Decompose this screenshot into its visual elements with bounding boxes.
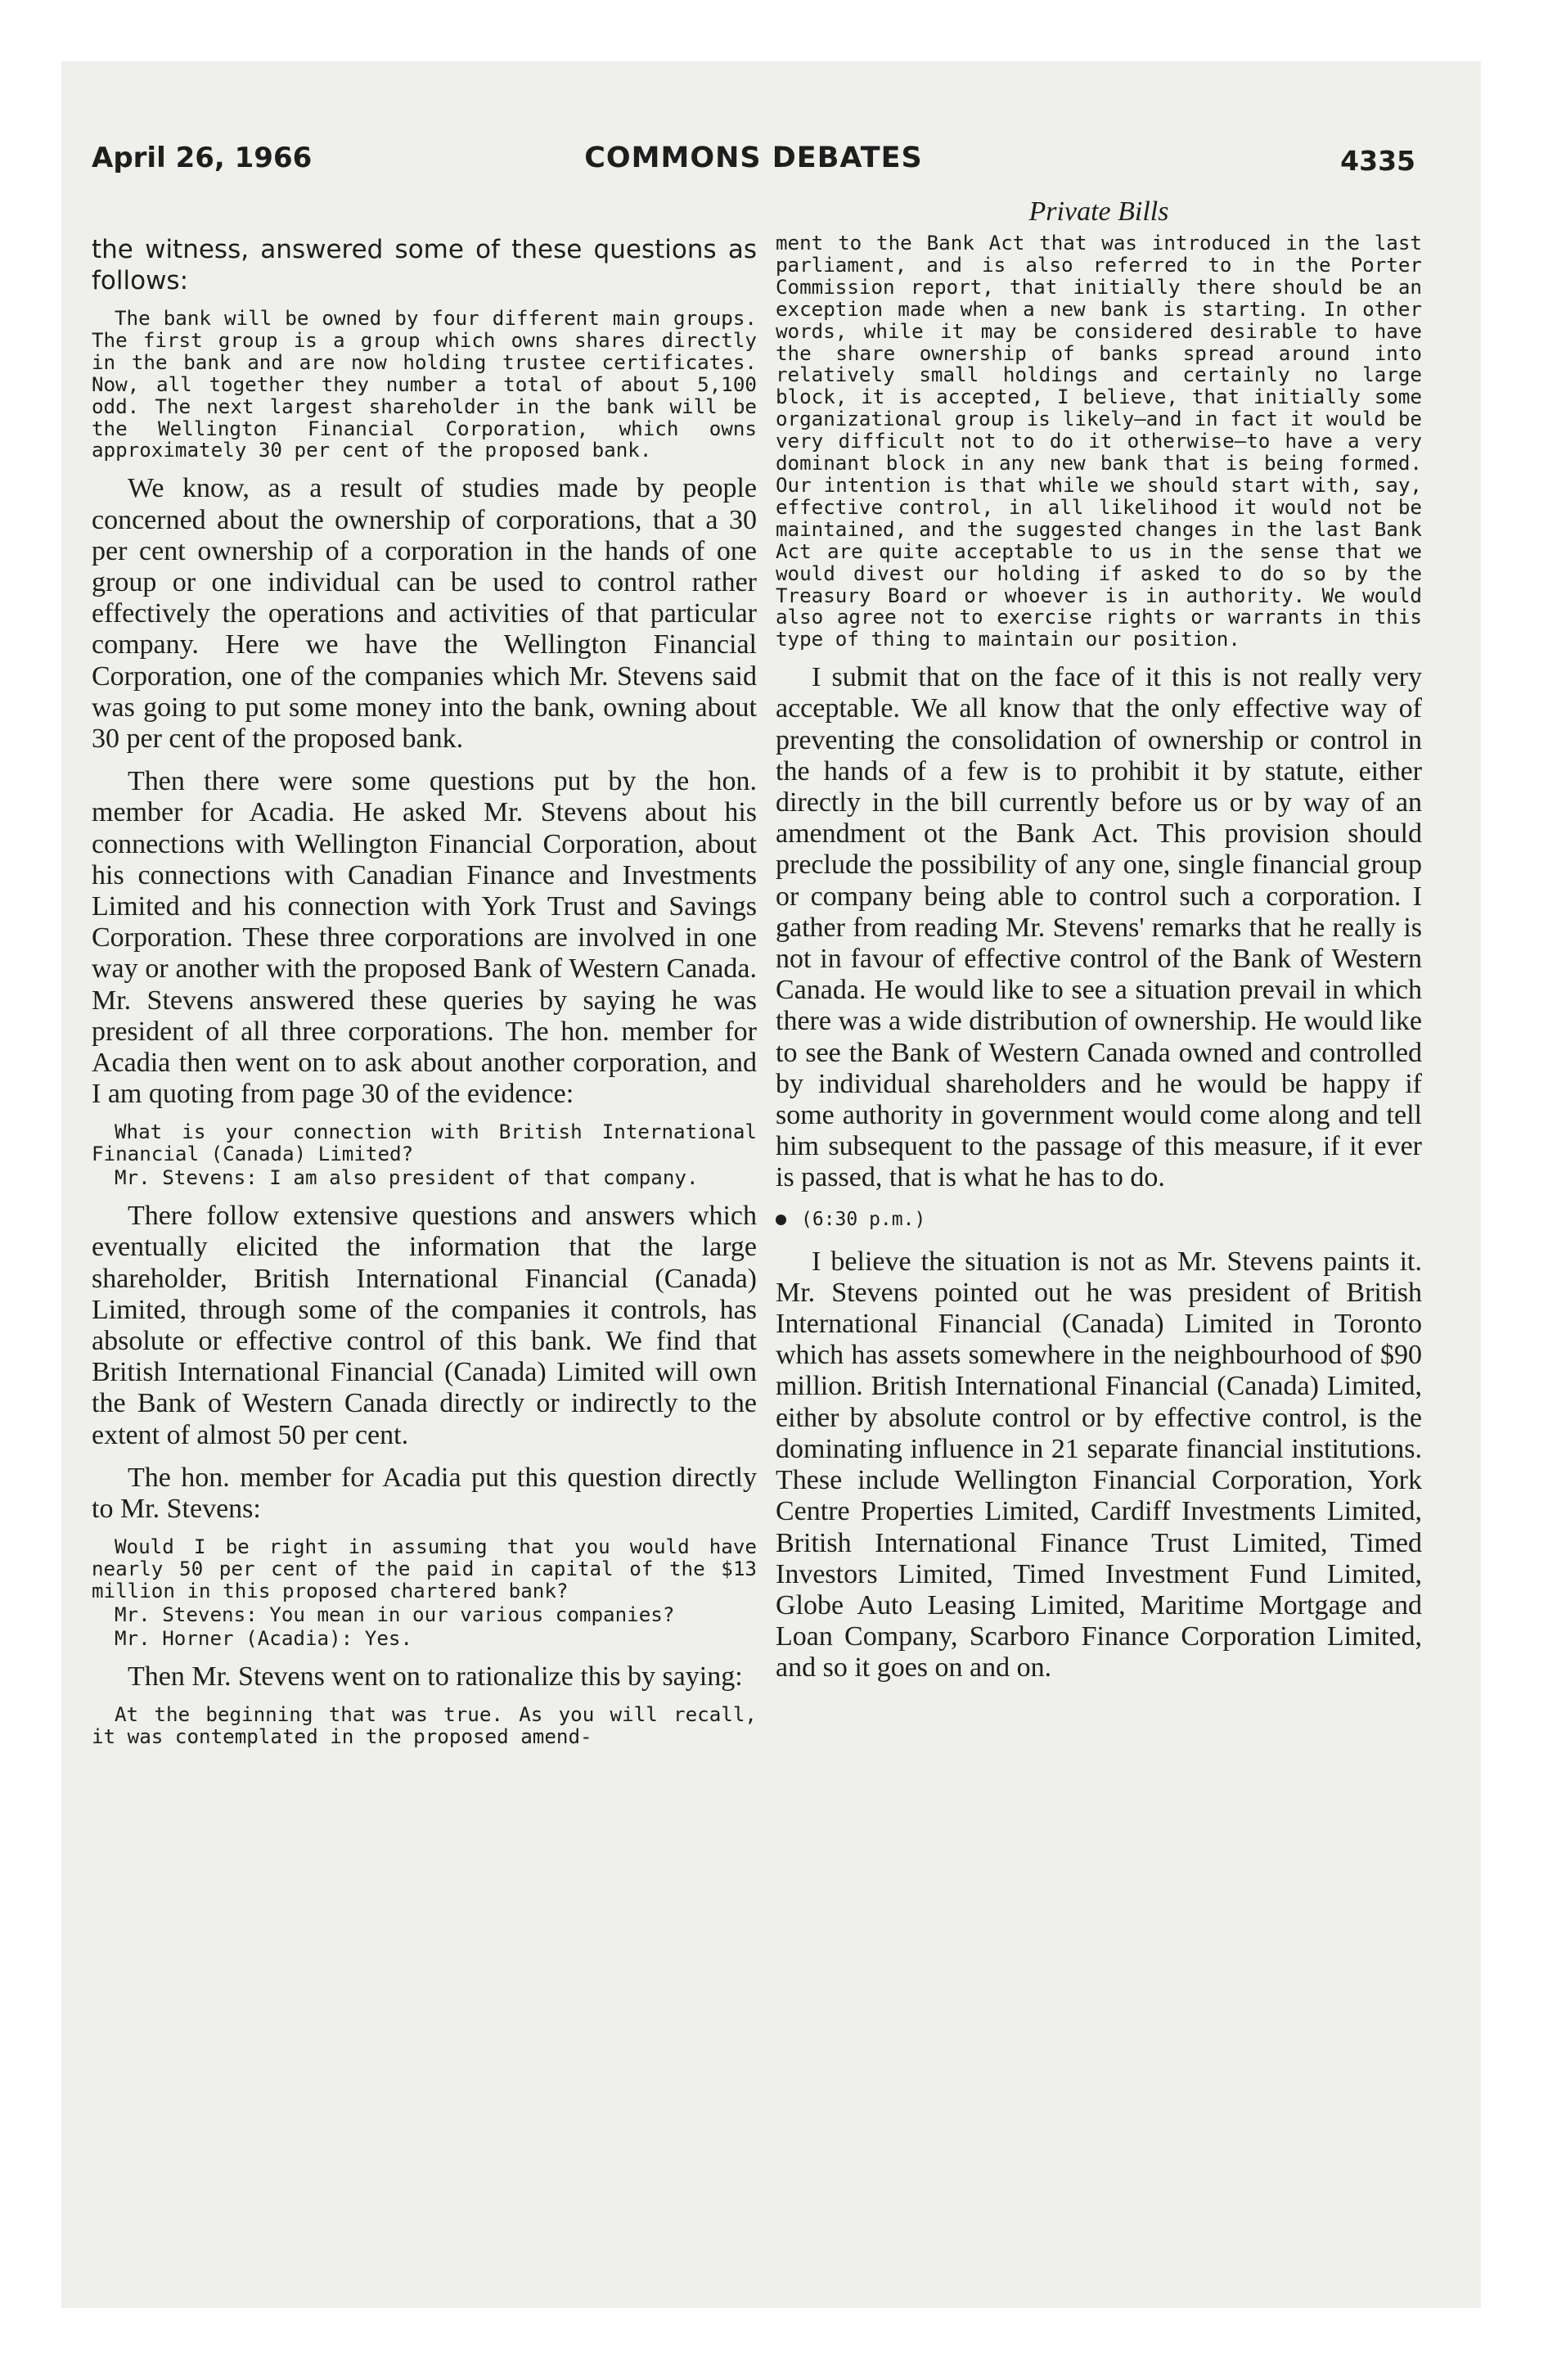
quote-paragraph: Mr. Stevens: You mean in our various companies? (115, 1602, 675, 1626)
time-marker (776, 1207, 1422, 1232)
paragraph: I submit that on the face of it this is not really very acceptable. We all know that the only effective way of preventing the consolidation of ownership or control in the hands of a few is to prohibit it by statute, either directly in the bill currently before us or by way of an amendment ot the Bank Act. This provision should preclude the possibility of any one, single financial group or company being able to control such a corporation. I gather from reading Mr. Stevens' remarks that he really is not in favour of effective control of the Bank of Western Canada. He would like to see a situation prevail in which there was a wide distribution of ownership. He would like to see the Bank of Western Canada owned and controlled by individual shareholders and he would be happy if some authority in government would come along and tell him subsequent to the passage of this measure, if it ever is passed, that is what he has to do. (776, 662, 1422, 1193)
header-title: COMMONS DEBATES (584, 142, 923, 174)
paragraph: the witness, answered some of these questions as follows: (92, 235, 757, 295)
paragraph: Then there were some questions put by the hon. member for Acadia. He asked Mr. Stevens about his connections with Wellington Financial Corporation, about his connections with Canadian Finance and Investments Limited and his connection with York Trust and Savings Corporation. These three corporations are involved in one way or another with the proposed Bank of Western Canada. Mr. Stevens answered these queries by saying he was president of all three corporations. The hon. member for Acadia then went on to ask about another corporation, and I am quoting from page 30 of the evidence: (92, 766, 757, 1110)
paragraph: The hon. member for Acadia put this question directly to Mr. Stevens: (92, 1462, 757, 1524)
header-date: April 26, 1966 (92, 142, 313, 174)
paragraph: I believe the situation is not as Mr. Stevens paints it. Mr. Stevens pointed out he was president of British International Financial (Canada) Limited in Toronto which has assets somewhere in the neighbourhood of $90 million. British International Financial (Canada) Limited, either by absolute control or by effective control, is the dominating influence in 21 separate financial institutions. These include Wellington Financial Corporation, York Centre Properties Limited, Cardiff Investments Limited, British International Finance Trust Limited, Timed Investors Limited, Timed Investment Fund Limited, Globe Auto Leasing Limited, Maritime Mortgage and Loan Company, Scarboro Finance Corporation Limited, and so it goes on and on. (776, 1246, 1422, 1684)
time-marker-text: (6:30 p.m.) (801, 1208, 926, 1230)
section-heading: Private Bills (1028, 196, 1169, 227)
quote-paragraph: ment to the Bank Act that was introduced in the last parliament, and is also referred to in the Porter Commission report, that initially there should be an exception made when a new bank is starting. In other words, while it may be considered desirable to have the share ownership of banks spread around into relatively small holdings and certainly no large block, it is accepted, I believe, that initially some organizational group is likely—and in fact it would be very difficult not to do it otherwise—to have a very dominant block in any new bank that is being formed. Our intention is that while we should start with, say, effective control, in all likelihood it would not be maintained, and the suggested changes in the last Bank Act are quite acceptable to us in the sense that we would divest our holding if asked to do so by the Treasury Board or whoever is in authority. We would also agree not to exercise rights or warrants in this type of thing to maintain our position. (776, 232, 1422, 651)
quote-paragraph: The bank will be owned by four different main groups. The first group is a group which owns shares directly in the bank and are now holding trustee certificates. Now, all together they number a total of about 5,100 odd. The next largest shareholder in the bank will be the Wellington Financial Corporation, which owns approximately 30 per cent of the proposed bank. (92, 307, 757, 462)
paragraph: Then Mr. Stevens went on to rationalize this by saying: (128, 1661, 743, 1692)
quote-paragraph: Would I be right in assuming that you would have nearly 50 per cent of the paid in capital of the $13 million in this proposed chartered bank? (92, 1535, 757, 1602)
left-column (92, 234, 757, 2116)
right-column (776, 196, 1422, 2121)
header-page-number: 4335 (1340, 145, 1415, 177)
paragraph: There follow extensive questions and answers which eventually elicited the information that the large shareholder, British International Financial (Canada) Limited, through some of the companies it controls, has absolute or effective control of this bank. We find that British International Financial (Canada) Limited will own the Bank of Western Canada directly or indirectly to the extent of almost 50 per cent. (92, 1201, 757, 1450)
paragraph: We know, as a result of studies made by people concerned about the ownership of corporations, that a 30 per cent ownership of a corporation in the hands of one group or one individual can be used to control rather effectively the operations and activities of that particular company. Here we have the Wellington Financial Corporation, one of the companies which Mr. Stevens said was going to put some money into the bank, owning about 30 per cent of the proposed bank. (92, 473, 757, 754)
quote-paragraph: Mr. Horner (Acadia): Yes. (115, 1626, 413, 1650)
page-header (92, 142, 1415, 191)
quote-paragraph: At the beginning that was true. As you will recall, it was contemplated in the proposed amend- (92, 1702, 757, 1748)
quote-paragraph: What is your connection with British International Financial (Canada) Limited? (92, 1120, 757, 1166)
quote-paragraph: Mr. Stevens: I am also president of that company. (115, 1166, 699, 1190)
bullet-icon (776, 1215, 786, 1225)
